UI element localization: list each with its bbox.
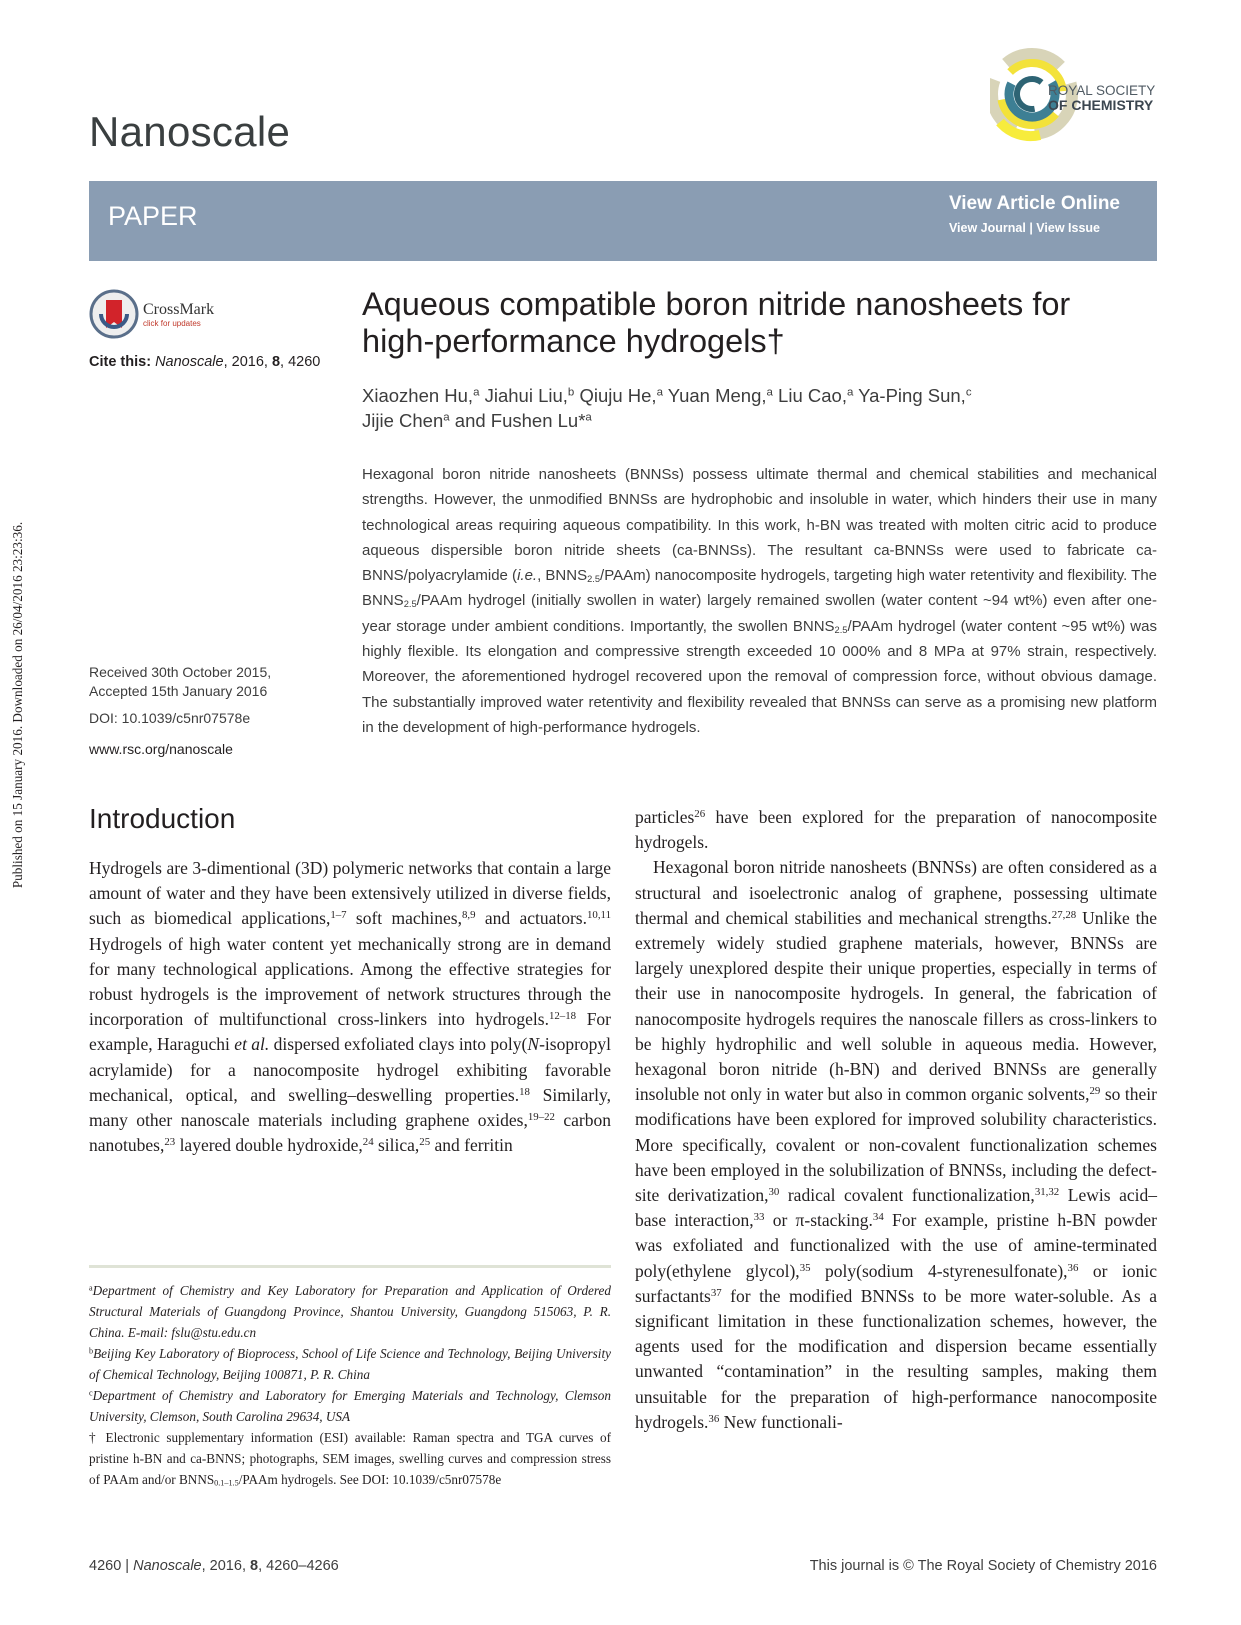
abstract-sub: 2.5 (587, 574, 601, 585)
page-number: 4260 (89, 1558, 122, 1574)
authors-line-2 (362, 408, 1122, 433)
crossmark-icon (89, 289, 139, 339)
affil-sup: c (89, 1388, 93, 1398)
body-text: Lewis acid–base interaction, (635, 1185, 1158, 1231)
reference[interactable]: 1–7 (330, 909, 347, 922)
paragraph (635, 805, 1157, 855)
affil-sup: a (89, 1283, 93, 1293)
affil-sup: a (585, 411, 592, 424)
footer-separator: | (125, 1558, 130, 1574)
affiliation-c (89, 1385, 611, 1427)
reference[interactable]: 24 (362, 1136, 374, 1149)
body-text: and actuators. (475, 908, 587, 929)
body-text: Hexagonal boron nitride nanosheets (BNNSs) are often considered as a structural and isoelectronic analog of graphene, possessing ultimate thermal and chemical stabilities and mechanical strengths. (635, 857, 1157, 928)
received-accepted (89, 663, 271, 701)
paragraph (635, 855, 1157, 1435)
affiliation-text: Department of Chemistry and Key Laboratory for Preparation and Application of Ordered Structural Materials of Guangdong Province, Shantou University, Guangdong 515063, P. R. China. E-mail: fslu@stu.edu.cn (89, 1283, 611, 1340)
reference[interactable]: 35 (799, 1261, 811, 1274)
body-text: silica, (373, 1135, 420, 1156)
title-line-2: high-performance hydrogels† (362, 323, 785, 359)
author: Jijie Chen (362, 410, 444, 431)
body-text: particles (635, 807, 695, 827)
author: Qiuju He, (574, 385, 657, 406)
affil-sup: a (473, 386, 480, 399)
footer-year: , 2016, (201, 1558, 250, 1574)
body-text: so their modifications have been explored for improved solubility characteristics. More specifically, covalent or non-covalent functionalization schemes have been employed in the solubilization of BNNSs, including the defect-site derivatization, (635, 1084, 1157, 1206)
view-issue-link[interactable]: View Issue (1036, 221, 1100, 235)
body-text: New functionali- (719, 1411, 843, 1432)
accepted-date: Accepted 15th January 2016 (89, 683, 268, 699)
abstract-sub: 2.5 (834, 624, 848, 635)
affiliation-a (89, 1280, 611, 1343)
abstract-sub: 2.5 (403, 599, 417, 610)
affil-sup: a (766, 386, 773, 399)
article-type: PAPER (108, 201, 198, 231)
abstract-text: , BNNS (537, 567, 588, 585)
body-text: or ionic surfactants (635, 1260, 1157, 1306)
affil-sup: a (443, 411, 450, 424)
crossmark-name: CrossMark (143, 300, 215, 318)
footer-journal: Nanoscale (133, 1558, 202, 1574)
body-italic: et al. (234, 1034, 270, 1055)
cite-label: Cite this: (89, 354, 152, 370)
affiliation-text: Beijing Key Laboratory of Bioprocess, School of Life Science and Technology, Beijing University of Chemical Technology, Beijing 100871, P. R. China (89, 1346, 611, 1382)
body-text: Similarly, many other nanoscale materials including graphene oxides, (89, 1084, 611, 1131)
affil-sup: a (656, 386, 663, 399)
abstract (362, 462, 1157, 740)
esi-text: † Electronic supplementary information (ESI) available: Raman spectra and TGA curves of pristine h-BN and ca-BNNS; photographs, SEM images, swelling curves and compression stress of PAAm and/or BNNS (89, 1430, 611, 1487)
doi[interactable]: DOI: 10.1039/c5nr07578e (89, 710, 251, 726)
cite-volume: 8 (271, 354, 281, 370)
reference[interactable]: 33 (753, 1211, 765, 1224)
reference[interactable]: 36 (1067, 1261, 1079, 1274)
title-line-1: Aqueous compatible boron nitride nanosheets for (362, 286, 1071, 322)
view-article-online-link[interactable]: View Article Online (948, 193, 1120, 214)
body-text: Hydrogels of high water content yet mechanically strong are in demand for many technological applications. Among the effective strategies for robust hydrogels is the improvement of network structures through the incorporation of multifunctional cross-linkers into hydrogels. (89, 933, 611, 1030)
footnotes (89, 1280, 611, 1490)
author: Jiahui Liu, (479, 385, 568, 406)
reference[interactable]: 36 (708, 1412, 720, 1425)
affil-sup: b (89, 1346, 94, 1356)
reference[interactable]: 10,11 (587, 909, 611, 922)
author: Yuan Meng, (662, 385, 767, 406)
view-journal-link[interactable]: View Journal (948, 221, 1026, 235)
body-text: for the modified BNNSs to be more water-soluble. As a significant limitation in these functionalization schemes, however, the agents used for the modification and dispersion became essentially unwanted “contamination” in the resulting samples, making them unsuitable for the preparation of high-performance nanocomposite hydrogels. (635, 1285, 1157, 1432)
cite-page: , 4260 (280, 354, 321, 370)
paragraph (89, 856, 611, 1158)
reference[interactable]: 25 (419, 1136, 431, 1149)
reference[interactable]: 12–18 (548, 1010, 577, 1023)
affil-sup: b (567, 386, 575, 399)
reference[interactable]: 19–22 (527, 1111, 555, 1124)
body-text: or π-stacking. (764, 1210, 873, 1231)
paper-banner (89, 181, 1157, 261)
download-stamp-text: Published on 15 January 2016. Downloaded on 26/04/2016 23:23:36. (10, 521, 26, 889)
download-stamp (8, 472, 28, 938)
reference[interactable]: 26 (694, 808, 706, 821)
rsc-logo-text (1048, 83, 1155, 113)
reference[interactable]: 18 (519, 1085, 530, 1098)
reference[interactable]: 23 (164, 1136, 176, 1149)
banner-separator: | (1029, 221, 1033, 235)
rsc-line2: OF CHEMISTRY (1048, 97, 1154, 113)
body-text: poly(sodium 4-styrenesulfonate), (810, 1260, 1068, 1281)
received-date: Received 30th October 2015, (89, 664, 272, 680)
footnote-divider (89, 1265, 611, 1268)
abstract-text: /PAAm hydrogel (water content ~95 wt%) was highly flexible. Its elongation and compressive strength exceeded 10 000% and 8 MPa at 97% strain, respectively. Moreover, the aforementioned hydrogel recovered upon the removal of compression force, without obvious damage. The substantially improved water retentivity and flexibility revealed that BNNSs can serve as a promising new platform in the development of high-performance hydrogels. (362, 617, 1157, 736)
affil-sup: a (846, 386, 854, 399)
footer-pages: , 4260–4266 (258, 1558, 339, 1574)
author: and Fushen Lu* (449, 410, 586, 431)
reference[interactable]: 8,9 (461, 909, 476, 922)
reference[interactable]: 27,28 (1051, 908, 1077, 921)
article-title (362, 286, 1162, 360)
body-text: For example, pristine h-BN powder was exfoliated and functionalized with the use of amine-terminated poly(ethylene glycol), (635, 1210, 1157, 1281)
reference[interactable]: 30 (768, 1186, 780, 1199)
abstract-text: Hexagonal boron nitride nanosheets (BNNSs) possess ultimate thermal and chemical stabilities and mechanical strengths. However, the unmodified BNNSs are hydrophobic and insoluble in water, which hinders their use in many technological areas requiring aqueous compatibility. In this work, h-BN was treated with molten citric acid to produce aqueous dispersible boron nitride sheets (ca-BNNSs). The resultant ca-BNNSs were used to fabricate ca-BNNS/polyacrylamide ( (362, 466, 1157, 585)
body-text: radical covalent functionalization, (779, 1185, 1035, 1206)
abstract-text: /PAAm) nanocomposite hydrogels, targeting high water retentivity and flexibility. The BNNS (362, 567, 1158, 610)
reference[interactable]: 29 (1089, 1085, 1101, 1098)
body-text: layered double hydroxide, (175, 1135, 363, 1156)
esi-sub: 0.1–1.5 (214, 1478, 239, 1488)
body-text: -isopropyl acrylamide) for a nanocomposite hydrogel exhibiting favorable mechanical, optical, and swelling–deswelling properties. (89, 1034, 612, 1105)
journal-title: Nanoscale (89, 108, 291, 155)
citation-line (89, 354, 320, 370)
reference[interactable]: 37 (710, 1286, 722, 1299)
body-text: Unlike the extremely widely studied graphene materials, however, BNNSs are largely unexplored despite their unique properties, especially in terms of their use in nanocomposite hydrogels. In general, the fabrication of nanocomposite hydrogels requires the nanoscale fillers as cross-linkers to be highly hydrophilic and well soluble in aqueous media. However, hexagonal boron nitride (h-BN) and derived BNNSs are generally insoluble not only in water but also in common organic solvents, (635, 907, 1157, 1105)
footer-volume: 8 (250, 1558, 259, 1574)
reference[interactable]: 31,32 (1034, 1186, 1060, 1199)
banner-links (949, 221, 1100, 235)
body-text: Hydrogels are 3-dimentional (3D) polymeric networks that contain a large amount of water and they have been extensively utilized in diverse fields, such as biomedical applications, (89, 858, 611, 929)
affil-sup: c (965, 386, 972, 399)
page-footer-left (89, 1558, 339, 1574)
journal-url[interactable]: www.rsc.org/nanoscale (89, 741, 233, 757)
author-list (362, 383, 1122, 433)
body-italic: N (527, 1034, 540, 1055)
abstract-text: /PAAm hydrogel (initially swollen in water) largely remained swollen (water content ~94 wt%) even after one-year storage under ambient conditions. Importantly, the swollen BNNS (362, 592, 1157, 635)
cite-journal: Nanoscale (155, 354, 224, 370)
affiliation-text: Department of Chemistry and Laboratory for Emerging Materials and Technology, Clemson University, Clemson, South Carolina 29634, USA (89, 1388, 611, 1424)
section-heading: Introduction (89, 803, 236, 834)
body-left-column (89, 856, 611, 1158)
affiliation-b (89, 1343, 611, 1385)
author: Liu Cao, (772, 385, 847, 406)
reference[interactable]: 34 (872, 1211, 884, 1224)
rsc-line1: ROYAL SOCIETY (1048, 83, 1156, 98)
body-right-column (635, 805, 1157, 1435)
author: Ya-Ping Sun, (853, 385, 966, 406)
body-text: soft machines, (346, 908, 462, 929)
crossmark-text (143, 301, 214, 328)
crossmark-sub: click for updates (143, 318, 201, 328)
abstract-ie: i.e. (517, 567, 538, 585)
body-text: For example, Haraguchi (89, 1009, 612, 1055)
body-text: dispersed exfoliated clays into poly( (269, 1034, 528, 1055)
body-text: and ferritin (430, 1135, 513, 1156)
esi-note (89, 1427, 611, 1490)
body-text: have been explored for the preparation of nanocomposite hydrogels. (635, 807, 1157, 853)
esi-text: /PAAm hydrogels. See DOI: 10.1039/c5nr07578e (238, 1472, 502, 1487)
author: Xiaozhen Hu, (362, 385, 474, 406)
authors-line-1 (362, 383, 1122, 408)
body-text: carbon nanotubes, (89, 1110, 611, 1156)
crossmark-badge[interactable] (89, 288, 239, 340)
cite-year: , 2016, (223, 354, 272, 370)
copyright-notice: This journal is © The Royal Society of Chemistry 2016 (809, 1558, 1157, 1574)
